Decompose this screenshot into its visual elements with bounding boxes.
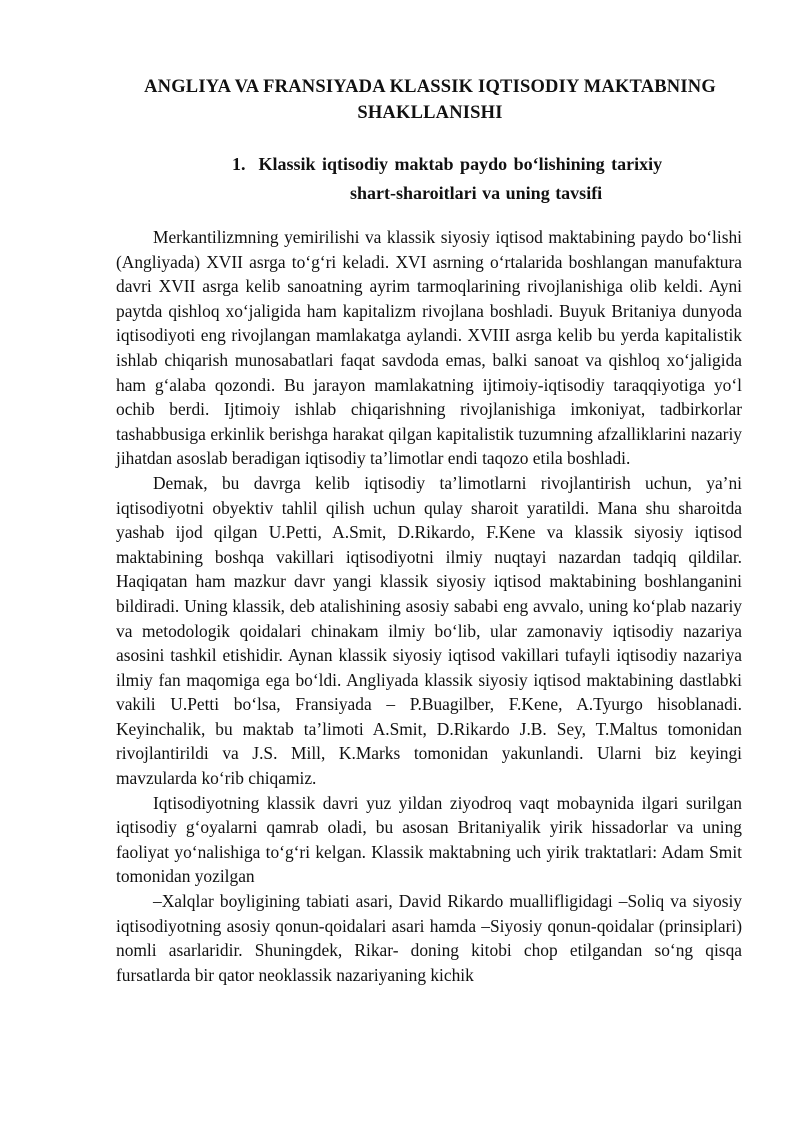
section-heading-line-2: shart-sharoitlari va uning tavsifi <box>350 183 603 203</box>
section-heading-line-1 <box>232 150 752 179</box>
section-heading-text-1: Klassik iqtisodiy maktab paydo bo‘lishining tarixiy <box>258 154 663 174</box>
paragraph: Iqtisodiyotning klassik davri yuz yildan ziyodroq vaqt mobaynida ilgari surilgan iqtisodiy g‘oyalarni qamrab oladi, bu asosan Britaniyalik yirik hissadorlar va uning faoliyat yo‘nalishiga to‘g‘ri kelgan. Klassik maktabning uch yirik traktatlari: Adam Smit tomonidan yozilgan <box>116 792 742 887</box>
section-number: 1. <box>232 154 246 174</box>
body-text <box>116 225 742 987</box>
paragraph: Merkantilizmning yemirilishi va klassik siyosiy iqtisod maktabining paydo bo‘lishi (Angliyada) XVII asrga to‘g‘ri keladi. XVI asrning o‘rtalarida boshlangan manufaktura davri XVII asrga kelib sanoatning ayrim tarmoqlarining rivojlanishiga olib keldi. Ayni paytda qishloq xo‘jaligida ham kapitalizm rivojlana boshladi. Buyuk Britaniya dunyoda iqtisodiyoti eng rivojlangan mamlakatga aylandi. XVIII asrga kelib bu yerda kapitalistik ishlab chiqarish munosabatlari faqat savdoda emas, balki sanoat va qishloq xo‘jaligida ham g‘alaba qozondi. Bu jarayon mamlakatning ijtimoiy-iqtisodiy taraqqiyotiga yo‘l ochib berdi. Ijtimoiy ishlab chiqarishning rivojlanishiga imkoniyat, tadbirkorlar tashabbusiga erkinlik berishga harakat qilgan kapitalistik tuzumning afzalliklarini nazariy jihatdan asoslab beradigan iqtisodiy ta’limotlar endi taqozo etila boshladi. <box>116 227 742 469</box>
section-heading <box>232 150 752 208</box>
paragraph: Demak, bu davrga kelib iqtisodiy ta’limotlarni rivojlantirish uchun, ya’ni iqtisodiyotni obyektiv tahlil qilish uchun qulay sharoit yaratildi. Mana shu sharoitda yashab ijod qilgan U.Petti, A.Smit, D.Rikardo, F.Kene va klassik siyosiy iqtisod maktabining boshqa vakillari iqtisodiyotni ilmiy nuqtayi nazardan tadqiq qildilar. Haqiqatan ham mazkur davr yangi klassik siyosiy iqtisod maktabining boshlanganini bildiradi. Uning klassik, deb atalishining asosiy sababi eng avvalo, uning ko‘plab nazariy va metodologik qoidalari chinakam ilmiy bo‘lib, ular zamonaviy iqtisodiy nazariya asosini tashkil etishidir. Aynan klassik siyosiy iqtisod vakillari tufayli iqtisodiy nazariya ilmiy fan maqomiga ega bo‘ldi. Angliyada klassik siyosiy iqtisod maktabining dastlabki vakili U.Petti bo‘lsa, Fransiyada – P.Buagilber, F.Kene, A.Tyurgo hisoblanadi. Keyinchalik, bu maktab ta’limoti A.Smit, D.Rikardo J.B. Sey, T.Maltus tomonidan rivojlantirildi va J.S. Mill, K.Marks tomonidan yakunlandi. Ularni biz keyingi mavzularda ko‘rib chiqamiz. <box>116 472 742 789</box>
paragraph: –Xalqlar boyligining tabiati asari, David Rikardo muallifligidagi –Soliq va siyosiy iqtisodiyotning asosiy qonun-qoidalari asari hamda –Siyosiy qonun-qoidalar (prinsiplari) nomli asarlaridir. Shuningdek, Rikar- doning kitobi chop etilgandan so‘ng qisqa fursatlarda bir qator neoklassik nazariyaning kichik <box>116 891 742 985</box>
document-title: ANGLIYA VA FRANSIYADA KLASSIK IQTISODIY MAKTABNING SHAKLLANISHI <box>144 77 716 123</box>
